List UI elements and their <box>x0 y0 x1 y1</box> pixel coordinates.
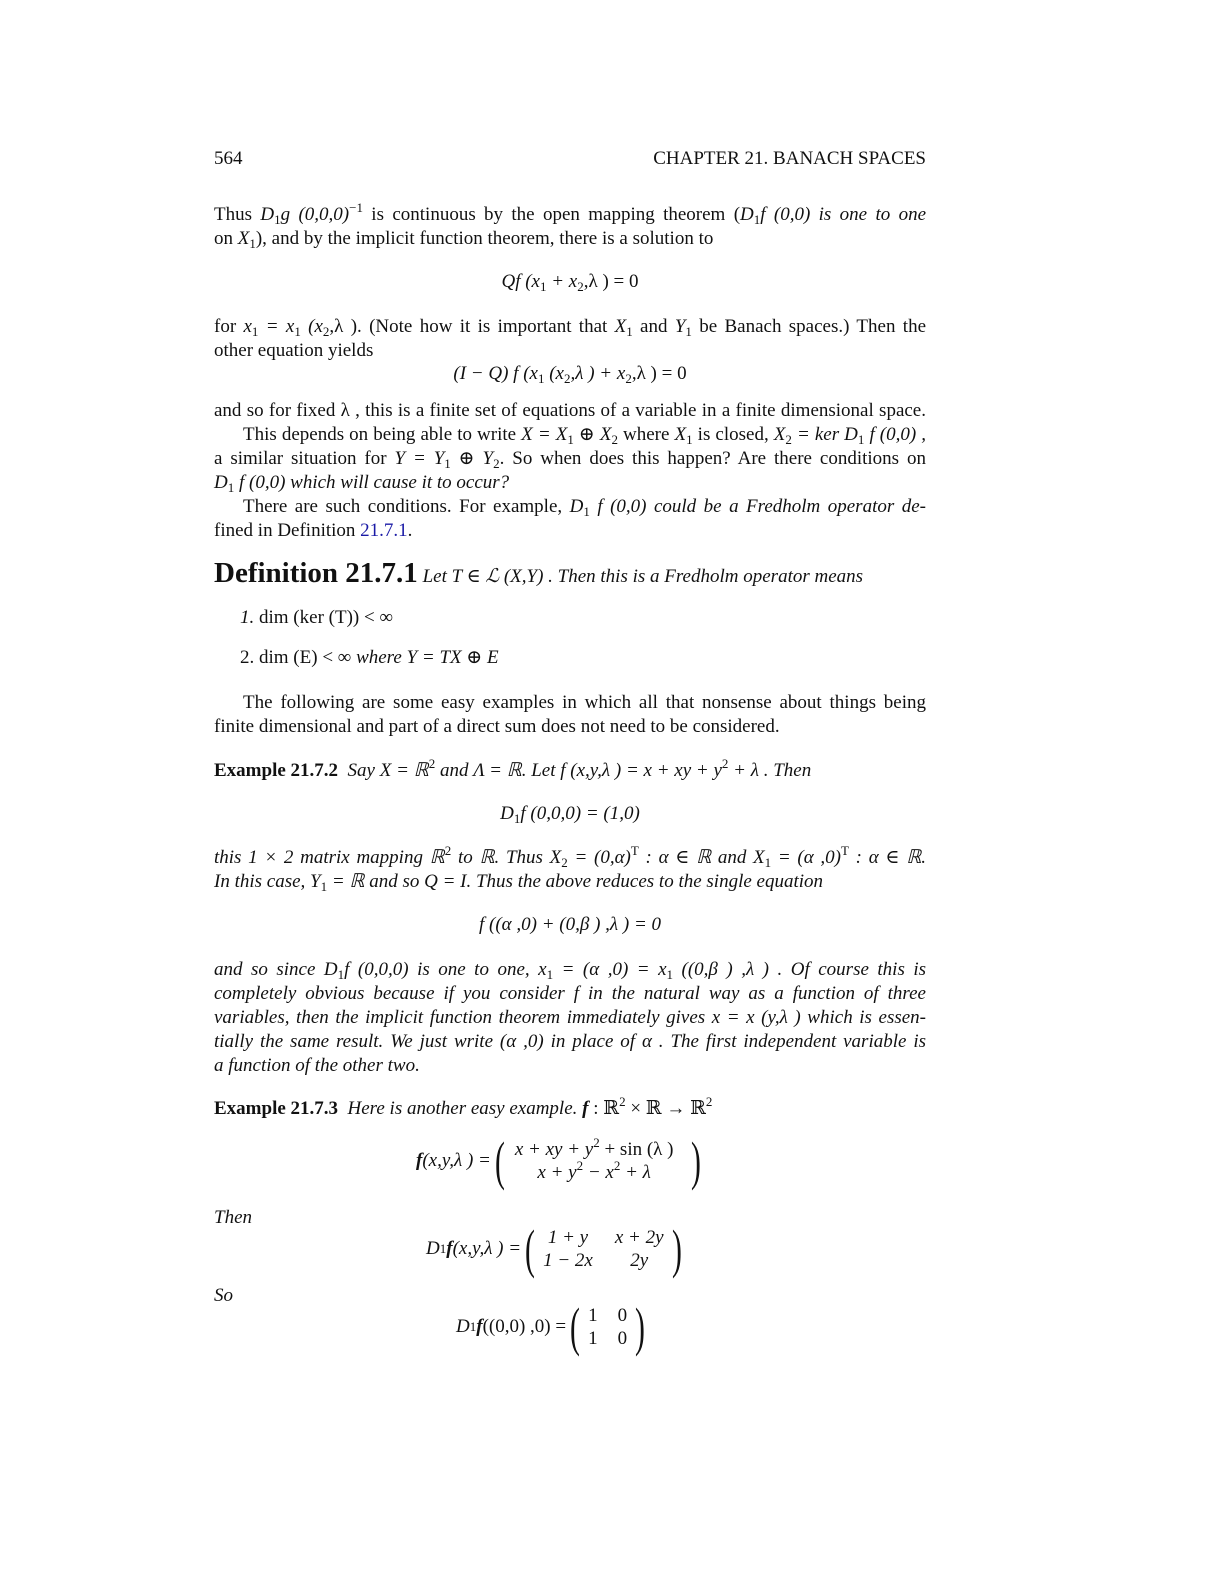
para1-line2: on $X_1$), and by the implicit function theorem, there is a solution to <box>214 228 714 251</box>
so-label: So <box>214 1285 233 1306</box>
example-21-7-2-line2: this 1 × 2 matrix mapping ℝ$^2$ to ℝ. Thus $X_2 = (0,\alpha)^T$ : α ∈ ℝ and $X_1 = (\alpha$ ,0)$^T$ : α ∈ ℝ. <box>214 843 926 870</box>
example-21-7-2-line4: and so since $D_1f$ (0,0,0) is one to one, $x_1 = (\alpha$ $,0) = x_1$ ((0,β ) ,λ ) . Of course this is <box>214 959 927 982</box>
matrix-cell: 0 <box>617 1305 628 1326</box>
definition-item-1: 1. dim (ker (T)) < ∞ <box>240 607 393 628</box>
example-21-7-2-line7: tially the same result. We just write (α ,0) in place of α . The first independent variable is <box>214 1031 926 1052</box>
example-21-7-2-line8: a function of the other two. <box>214 1055 420 1076</box>
para2-line1: for $x_1 = x_1$ ($x_2,\lambda$ ). (Note how it is important that $X_1$ and $Y_1$ be Banach spaces.) Then the <box>214 316 926 339</box>
para3-line5: There are such conditions. For example, $D_1$ f (0,0) could be a Fredholm operator de- <box>243 496 926 519</box>
para1-line1: Thus $D_1g$ $(0,0,0)^{-1}$ is continuous by the open mapping theorem ($D_1f$ (0,0) is one to one <box>214 200 927 227</box>
para3-line2: This depends on being able to write $X = X_1$ ⊕ $X_2$ where $X_1$ is closed, $X_2$ = ker $D_1$ f (0,0) , <box>243 424 927 447</box>
right-paren: ) <box>635 1297 646 1357</box>
jacobian-matrix <box>521 1219 685 1279</box>
equation-d1f-origin: $D_1f$ (0,0,0) = (1,0) <box>500 803 640 826</box>
para2-line2: other equation yields <box>214 340 374 361</box>
definition-item-2: 2. dim (E) < ∞ where Y = TX ⊕ E <box>240 647 499 668</box>
example-21-7-2-line5: completely obvious because if you consider f in the natural way as a function of three <box>214 983 926 1004</box>
right-paren: ) <box>691 1131 702 1191</box>
equation-i-minus-q: (I − Q) f ($x_1$ ($x_2,\lambda$ ) + $x_2,\lambda$ ) = 0 <box>453 363 687 386</box>
matrix-cell: 1 + y <box>547 1227 589 1248</box>
jacobian-origin-matrix <box>566 1297 649 1357</box>
right-paren: ) <box>671 1219 682 1279</box>
definition-21-7-1 <box>214 556 926 594</box>
matrix-cell: x + 2y <box>614 1227 664 1248</box>
left-paren: ( <box>525 1219 536 1279</box>
matrix-cell: 1 − 2x <box>543 1250 593 1271</box>
running-header: CHAPTER 21. BANACH SPACES <box>653 148 926 169</box>
equation-single: f ((α ,0) + (0,β ) ,λ ) = 0 <box>478 914 662 935</box>
equation-jacobian: D 1 f (x,y,λ ) = ( 1 + y x + 2y 1 − 2x 2y ) <box>426 1222 686 1276</box>
example-21-7-2-line3: In this case, $Y_1$ = ℝ and so Q = I. Thus the above reduces to the single equation <box>214 871 824 894</box>
equation-jacobian-origin: D 1 f ((0,0) ,0) = ( 1 0 1 0 ) <box>456 1300 649 1354</box>
para3-line1: and so for fixed λ , this is a finite set of equations of a variable in a finite dimensional space. <box>214 400 926 421</box>
example-title: Example 21.7.2 <box>214 760 339 781</box>
matrix-cell: 2y <box>630 1250 649 1271</box>
page-number: 564 <box>214 148 243 169</box>
definition-statement: Let T ∈ ℒ (X,Y) . Then this is a Fredholm operator means <box>422 566 864 587</box>
para3-line3: a similar situation for $Y = Y_1$ ⊕ $Y_2$. So when does this happen? Are there conditions on <box>214 448 926 471</box>
left-paren: ( <box>570 1297 581 1357</box>
equation-qf: Qf ($x_1 + x_2,\lambda$ ) = 0 <box>501 271 639 294</box>
para3-line6: fined in Definition 21.7.1. <box>214 520 413 541</box>
example-21-7-2-line6: variables, then the implicit function theorem immediately gives x = x (y,λ ) which is essen- <box>214 1007 926 1028</box>
vector-f: ( x + xy + $y^2 + \sin (\lambda$ ) $x + y^2 - x^2 + \lambda$ ) <box>494 1131 702 1191</box>
equation-f-vector: f (x,y,λ ) = ( x + xy + $y^2 + \sin (\lambda$ ) $x + y^2 - x^2 + \lambda$ ) <box>416 1134 705 1188</box>
para4-line1: The following are some easy examples in which all that nonsense about things being <box>243 692 926 713</box>
definition-link[interactable]: 21.7.1 <box>360 520 408 541</box>
example-21-7-2-line1: Example 21.7.2 Say X = ℝ$^2$ and Λ = ℝ. Let f (x,y,λ ) = x + xy + $y^2 + \lambda$ . Then <box>214 756 812 781</box>
definition-title: Definition 21.7.1 <box>214 557 418 589</box>
example-21-7-3-line1: Example 21.7.3 Here is another easy example. f : ℝ$^2$ × ℝ → ℝ$^2$ <box>214 1094 713 1119</box>
then-label: Then <box>214 1207 252 1228</box>
para4-line2: finite dimensional and part of a direct sum does not need to be considered. <box>214 716 780 737</box>
matrix-cell: 1 <box>588 1328 598 1349</box>
para3-line4: $D_1$ f (0,0) which will cause it to occur? <box>214 472 510 495</box>
matrix-cell: 0 <box>617 1328 628 1349</box>
matrix-cell: 1 <box>588 1305 598 1326</box>
example-title: Example 21.7.3 <box>214 1098 339 1119</box>
left-paren: ( <box>494 1131 505 1191</box>
